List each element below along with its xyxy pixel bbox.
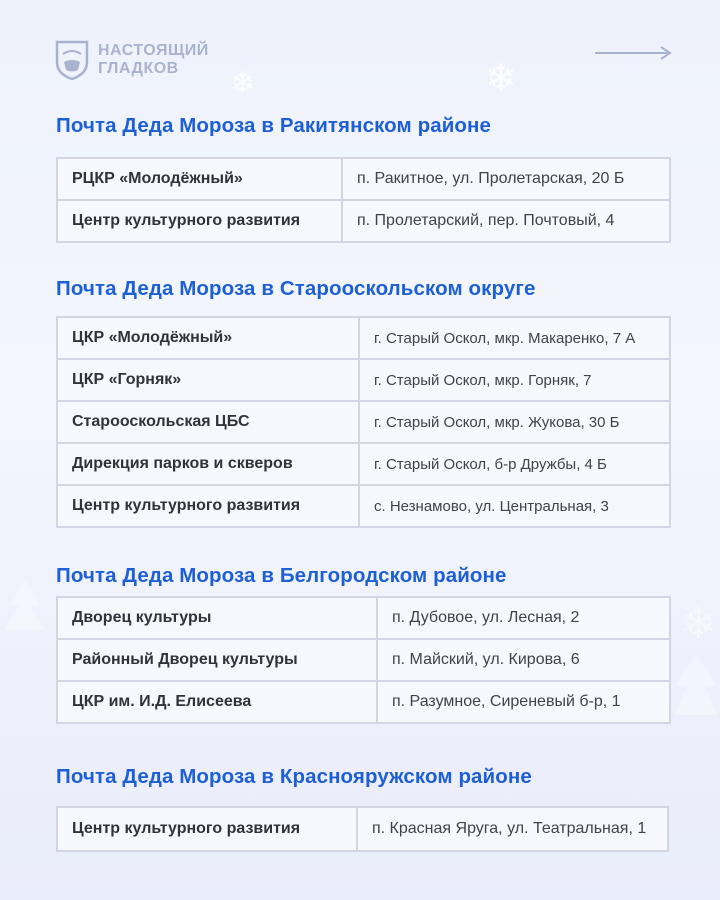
location-name: Центр культурного развития <box>57 485 359 527</box>
location-name: Дирекция парков и скверов <box>57 443 359 485</box>
table-row <box>57 401 670 443</box>
table-row <box>57 317 670 359</box>
brand-header <box>54 40 209 80</box>
snowflake-icon: ❄ <box>230 67 256 100</box>
tree-decoration-icon <box>0 580 50 640</box>
section-title-krasnaya-yaruga: Почта Деда Мороза в Краснояружском районе <box>56 765 532 788</box>
location-address: с. Незнамово, ул. Центральная, 3 <box>359 485 670 527</box>
section-title-belgorod: Почта Деда Мороза в Белгородском районе <box>56 564 507 587</box>
location-address: п. Майский, ул. Кирова, 6 <box>377 639 670 681</box>
brand-line-2: ГЛАДКОВ <box>98 60 179 77</box>
locations-table-stary-oskol <box>56 316 671 528</box>
location-name: РЦКР «Молодёжный» <box>57 158 342 200</box>
snowflake-icon: ❄ <box>680 599 717 648</box>
location-address: п. Ракитное, ул. Пролетарская, 20 Б <box>342 158 670 200</box>
location-address: г. Старый Оскол, мкр. Жукова, 30 Б <box>359 401 670 443</box>
location-name: Районный Дворец культуры <box>57 639 377 681</box>
location-address: п. Красная Яруга, ул. Театральная, 1 <box>357 807 668 851</box>
table-row <box>57 639 670 681</box>
location-address: п. Дубовое, ул. Лесная, 2 <box>377 597 670 639</box>
brand-line-1: НАСТОЯЩИЙ <box>98 42 209 59</box>
location-name: Центр культурного развития <box>57 807 357 851</box>
table-row <box>57 681 670 723</box>
location-address: п. Разумное, Сиреневый б-р, 1 <box>377 681 670 723</box>
table-row <box>57 200 670 242</box>
location-name: ЦКР «Горняк» <box>57 359 359 401</box>
snowflake-icon: ❄ <box>485 58 517 100</box>
brand-name <box>98 42 209 78</box>
table-row <box>57 443 670 485</box>
location-name: ЦКР «Молодёжный» <box>57 317 359 359</box>
location-name: Центр культурного развития <box>57 200 342 242</box>
table-row <box>57 485 670 527</box>
table-row <box>57 359 670 401</box>
table-row <box>57 807 668 851</box>
arrow-right-icon[interactable] <box>594 46 672 60</box>
location-address: г. Старый Оскол, б-р Дружбы, 4 Б <box>359 443 670 485</box>
tree-decoration-icon <box>672 655 720 735</box>
section-title-rakitnoe: Почта Деда Мороза в Ракитянском районе <box>56 114 492 137</box>
location-address: п. Пролетарский, пер. Почтовый, 4 <box>342 200 670 242</box>
section-title-stary-oskol: Почта Деда Мороза в Старооскольском округе <box>56 277 536 300</box>
locations-table-rakitnoe <box>56 157 671 243</box>
location-address: г. Старый Оскол, мкр. Макаренко, 7 А <box>359 317 670 359</box>
location-name: Дворец культуры <box>57 597 377 639</box>
locations-table-belgorod <box>56 596 671 724</box>
location-name: Старооскольская ЦБС <box>57 401 359 443</box>
table-row <box>57 158 670 200</box>
location-name: ЦКР им. И.Д. Елисеева <box>57 681 377 723</box>
locations-table-krasnaya-yaruga <box>56 806 669 852</box>
location-address: г. Старый Оскол, мкр. Горняк, 7 <box>359 359 670 401</box>
table-row <box>57 597 670 639</box>
crest-logo-icon <box>54 40 90 80</box>
